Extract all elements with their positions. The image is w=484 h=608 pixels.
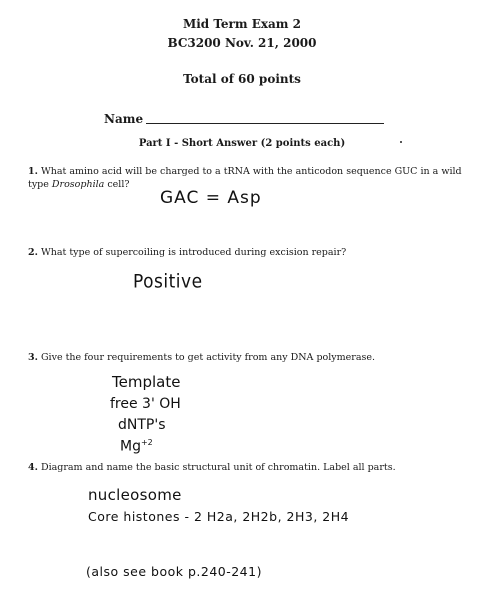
question-3-text: Give the four requirements to get activity from any DNA polymerase.: [40, 352, 375, 363]
course-and-date: BC3200 Nov. 21, 2000: [167, 36, 317, 50]
question-1-italic: Drosophila: [51, 179, 105, 190]
name-label: Name: [104, 112, 144, 126]
answer-3-line-3: dNTP's: [118, 417, 166, 433]
question-1-number: 1.: [28, 166, 38, 177]
answer-4-line-3: (also see book p.240-241): [86, 564, 262, 579]
answer-3-line-1: Template: [112, 373, 181, 391]
answer-3-line-4: [120, 438, 153, 455]
answer-1-handwritten: GAC = Asp: [160, 188, 262, 208]
question-4: [28, 461, 468, 474]
question-4-number: 4.: [28, 462, 38, 473]
answer-2-handwritten: Positive: [133, 271, 203, 293]
answer-3-mg-superscript: +2: [140, 438, 153, 447]
question-2: [28, 246, 468, 259]
question-2-number: 2.: [28, 247, 38, 258]
total-points: Total of 60 points: [183, 72, 301, 86]
answer-4-line-1: nucleosome: [88, 486, 182, 504]
question-3: [28, 351, 468, 364]
answer-3-line-2: free 3' OH: [110, 396, 181, 412]
name-blank-line: [146, 123, 384, 124]
question-1-text: What amino acid will be charged to a tRNA with the anticodon sequence GUC in a wild type: [28, 166, 462, 190]
question-3-number: 3.: [28, 352, 38, 363]
answer-4-line-2: Core histones - 2 H2a, 2H2b, 2H3, 2H4: [88, 509, 350, 524]
answer-3-mg: Mg: [120, 438, 141, 455]
part-heading: Part I - Short Answer (2 points each): [138, 138, 346, 149]
exam-title: Mid Term Exam 2: [182, 17, 302, 31]
question-1-text-end: cell?: [104, 179, 130, 190]
question-4-text: Diagram and name the basic structural unit of chromatin. Label all parts.: [40, 462, 396, 473]
question-2-text: What type of supercoiling is introduced during excision repair?: [40, 247, 347, 258]
